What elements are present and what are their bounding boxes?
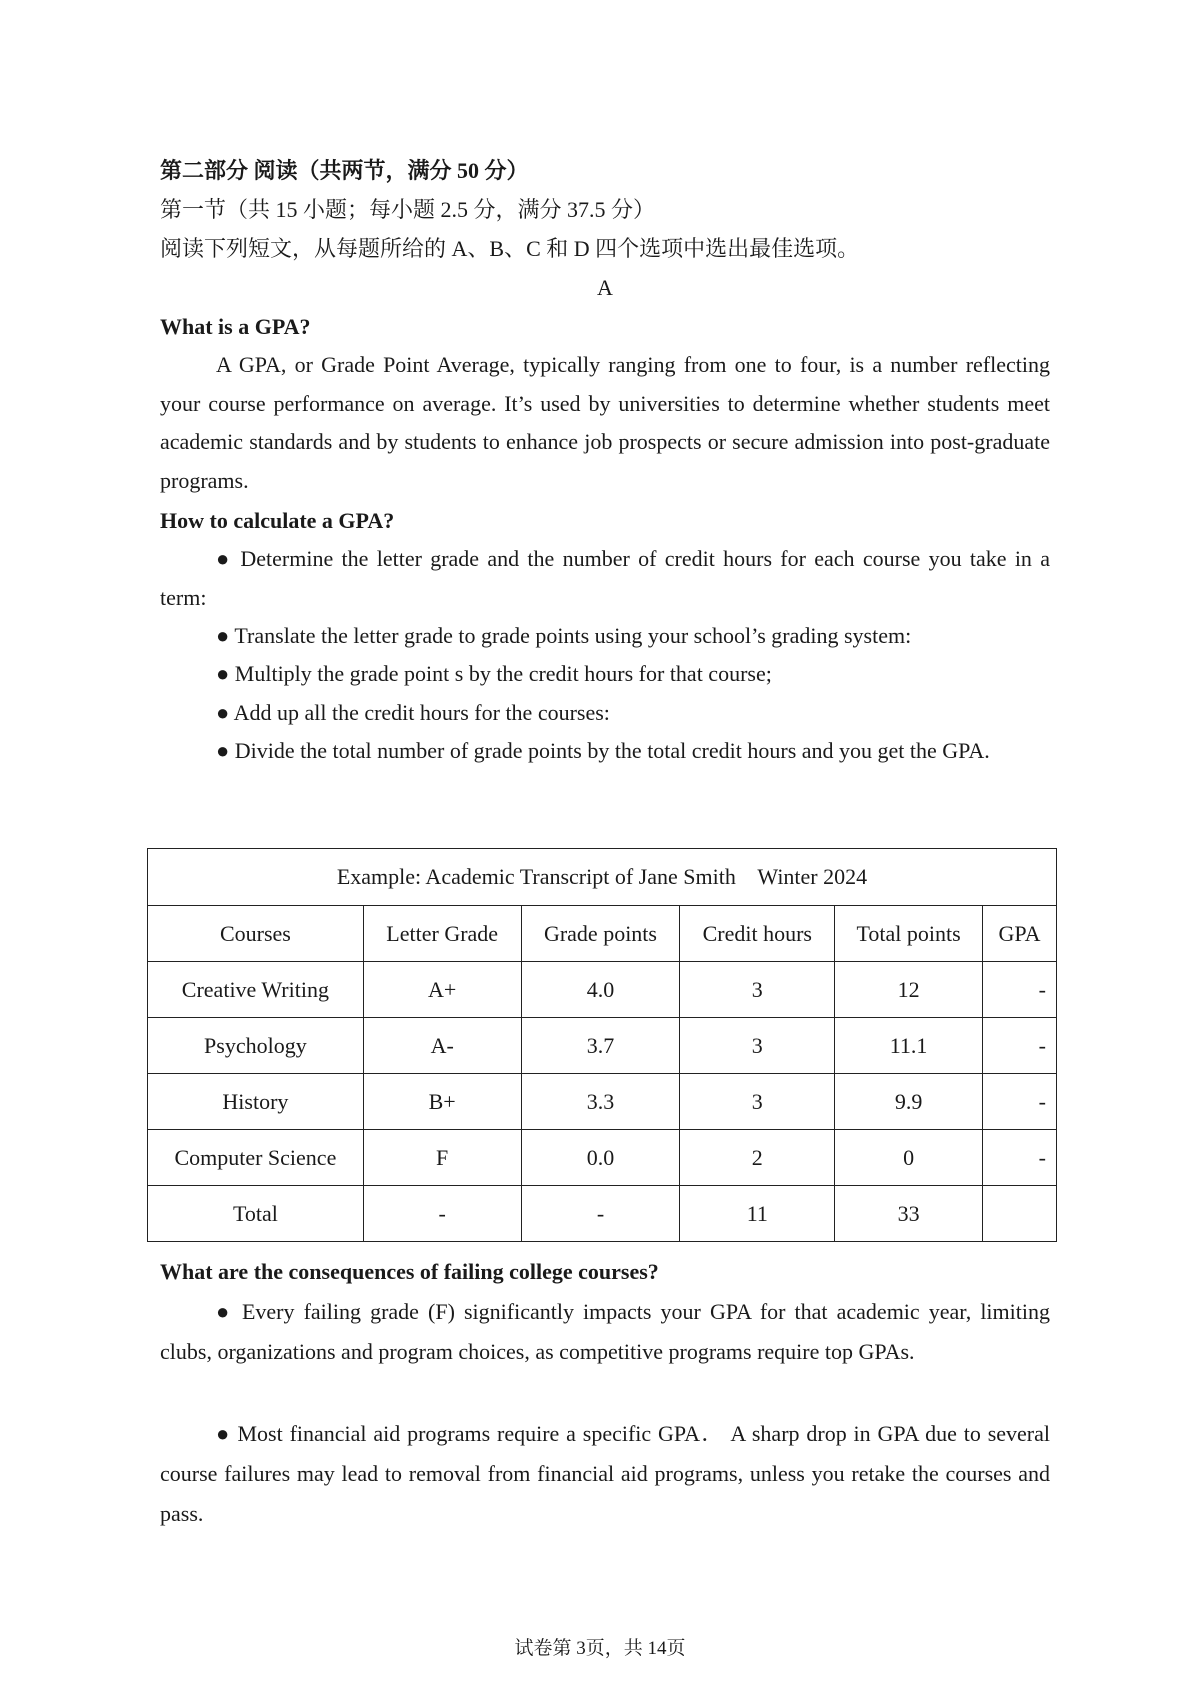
cell-credit-hours: 3: [680, 1018, 835, 1074]
cell-course: Psychology: [148, 1018, 364, 1074]
page-footer: 试卷第 3页，共 14页: [514, 1638, 686, 1659]
header-gpa: GPA: [983, 906, 1057, 962]
cell-letter-grade: A-: [363, 1018, 521, 1074]
table-row: [148, 1130, 1057, 1186]
cell-total-points: 9.9: [835, 1074, 983, 1130]
header-courses: Courses: [148, 906, 364, 962]
cell-letter-grade: -: [363, 1186, 521, 1242]
cell-letter-grade: A+: [363, 962, 521, 1018]
cell-credit-hours: 2: [680, 1130, 835, 1186]
question-heading-consequences: What are the consequences of failing college courses?: [160, 1259, 659, 1284]
question-heading-what-is-gpa: What is a GPA?: [160, 314, 311, 339]
cell-letter-grade: B+: [363, 1074, 521, 1130]
question-heading-how-to-calculate: How to calculate a GPA?: [160, 508, 395, 533]
section-instruction: 阅读下列短文，从每题所给的 A、B、C 和 D 四个选项中选出最佳选项。: [160, 236, 860, 261]
step-3: ● Multiply the grade point s by the credit hours for that course;: [216, 661, 772, 686]
cell-total-points: 33: [835, 1186, 983, 1242]
cell-gpa: -: [983, 1018, 1057, 1074]
step-1: ● Determine the letter grade and the number of credit hours for each course you take in a term:: [160, 546, 1050, 610]
cell-total-points: 0: [835, 1130, 983, 1186]
step-4: ● Add up all the credit hours for the courses:: [216, 700, 610, 725]
section-heading: 第二部分 阅读（共两节，满分 50 分）: [160, 158, 529, 183]
table-caption-row: [148, 849, 1057, 906]
table-row: [148, 1074, 1057, 1130]
table-row: [148, 962, 1057, 1018]
table-caption: Example: Academic Transcript of Jane Smith Winter 2024: [148, 849, 1057, 906]
cell-course: Computer Science: [148, 1130, 364, 1186]
consequence-2: ● Most financial aid programs require a specific GPA． A sharp drop in GPA due to several course failures may lead to removal from financial aid programs, unless you retake the courses and pass.: [160, 1421, 1050, 1526]
section-subheading: 第一节（共 15 小题；每小题 2.5 分，满分 37.5 分）: [160, 197, 656, 222]
cell-letter-grade: F: [363, 1130, 521, 1186]
table-header-row: [148, 906, 1057, 962]
cell-gpa: -: [983, 1130, 1057, 1186]
step-2: ● Translate the letter grade to grade points using your school’s grading system:: [216, 623, 912, 648]
header-letter-grade: Letter Grade: [363, 906, 521, 962]
header-grade-points: Grade points: [521, 906, 680, 962]
cell-total-points: 12: [835, 962, 983, 1018]
cell-gpa: -: [983, 1074, 1057, 1130]
cell-credit-hours: 3: [680, 1074, 835, 1130]
header-total-points: Total points: [835, 906, 983, 962]
cell-course: Creative Writing: [148, 962, 364, 1018]
cell-total-points: 11.1: [835, 1018, 983, 1074]
cell-course: Total: [148, 1186, 364, 1242]
cell-credit-hours: 3: [680, 962, 835, 1018]
transcript-table: [147, 848, 1057, 1242]
cell-grade-points: 3.3: [521, 1074, 680, 1130]
cell-gpa: -: [983, 962, 1057, 1018]
passage-letter: A: [597, 275, 613, 300]
table-row: [148, 1018, 1057, 1074]
cell-gpa: [983, 1186, 1057, 1242]
step-5: ● Divide the total number of grade points by the total credit hours and you get the GPA.: [216, 738, 990, 763]
gpa-definition-paragraph: A GPA, or Grade Point Average, typically ranging from one to four, is a number reflecting your course performance on average. It’s used by universities to determine whether students meet academic standards and by students to enhance job prospects or secure admission into post-graduate programs.: [160, 352, 1050, 493]
header-credit-hours: Credit hours: [680, 906, 835, 962]
consequence-1: ● Every failing grade (F) significantly impacts your GPA for that academic year, limiting clubs, organizations and program choices, as competitive programs require top GPAs.: [160, 1299, 1050, 1364]
cell-grade-points: 4.0: [521, 962, 680, 1018]
cell-credit-hours: 11: [680, 1186, 835, 1242]
cell-grade-points: -: [521, 1186, 680, 1242]
table-total-row: [148, 1186, 1057, 1242]
cell-grade-points: 3.7: [521, 1018, 680, 1074]
cell-grade-points: 0.0: [521, 1130, 680, 1186]
cell-course: History: [148, 1074, 364, 1130]
